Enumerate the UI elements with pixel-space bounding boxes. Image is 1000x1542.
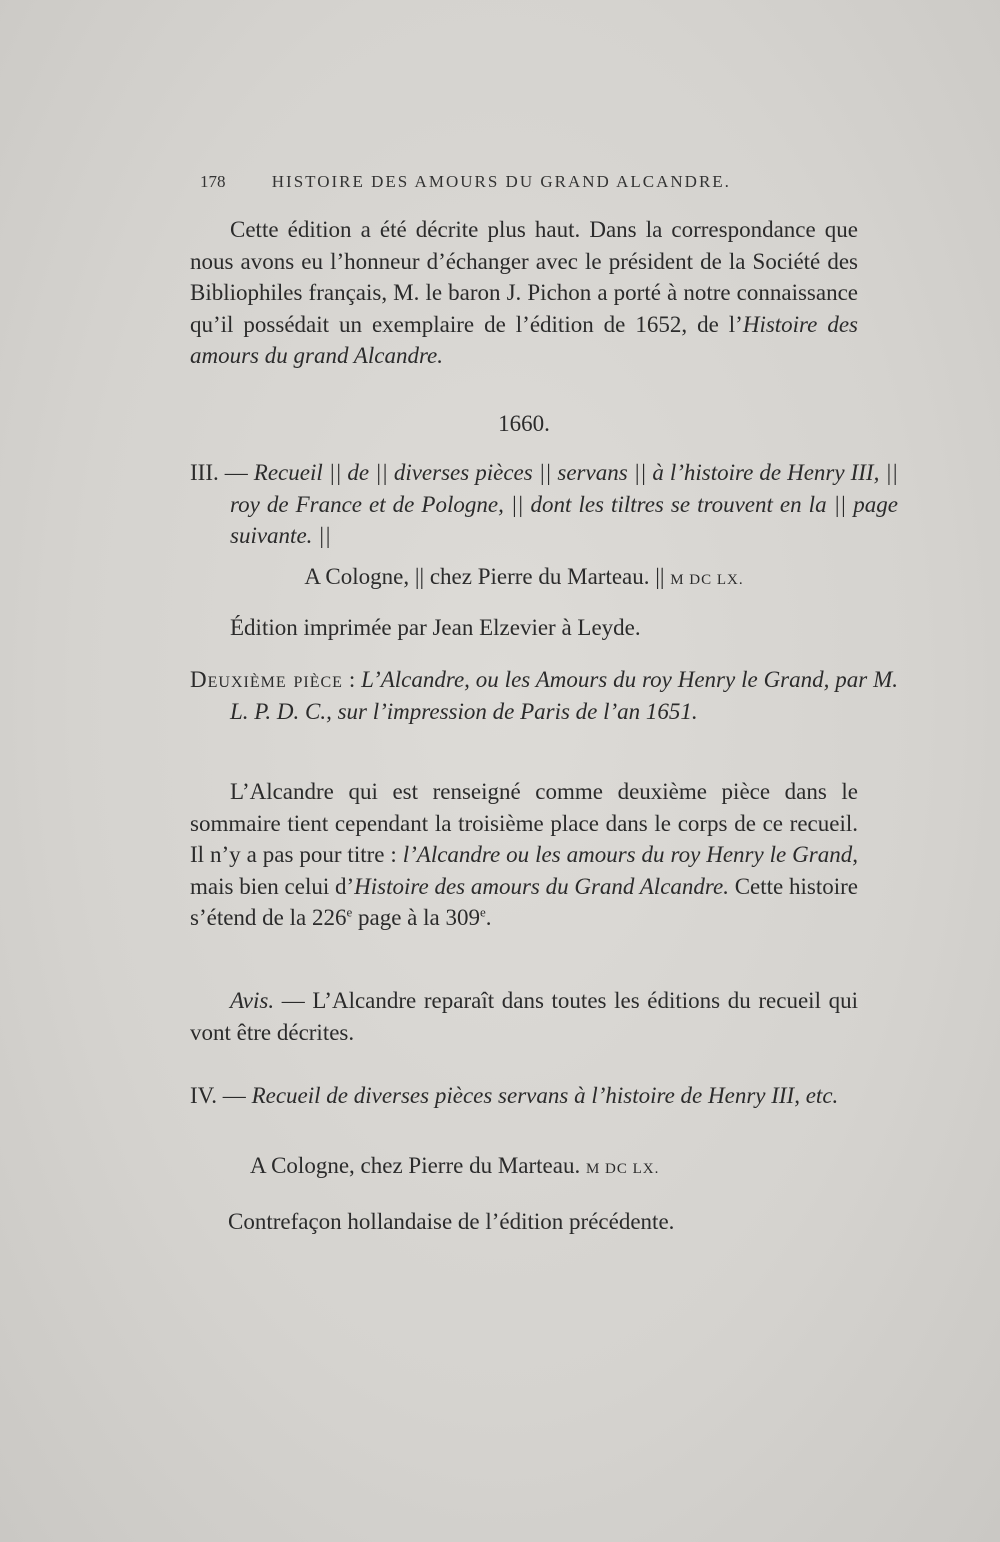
entry-iv-label: IV. — — [190, 1083, 252, 1108]
deuxieme-piece — [190, 664, 898, 727]
entry-iii-imprint-date: M DC LX. — [670, 572, 744, 588]
deuxieme-piece-text: L’Alcandre, ou les Amours du roy Henry le Grand, par M. L. P. D. C., sur l’impression de Paris de l’an 1651. — [230, 667, 899, 724]
contrefacon-paragraph: Contrefaçon hollandaise de l’édition précédente. — [228, 1209, 675, 1234]
alcandre-italic-2: Histoire des amours du Grand Alcandre. — [354, 873, 729, 899]
alcandre-italic-1: l’Alcandre ou les amours du roy Henry le Grand, — [402, 842, 858, 867]
entry-iv — [190, 1080, 898, 1112]
entry-iii-title: Recueil || de || diverses pièces || servans || à l’histoire de Henry III, || roy de France et de Pologne, || dont les tiltres se trouvent en la || page suivante. || — [230, 460, 898, 548]
alcandre-sup-2: e — [480, 904, 486, 920]
avis-label: Avis. — [230, 988, 275, 1013]
running-title: HISTOIRE DES AMOURS DU GRAND ALCANDRE. — [271, 172, 731, 191]
entry-iv-imprint-date: M DC LX. — [585, 1161, 660, 1177]
alcandre-text-2: mais bien celui d’ — [190, 873, 355, 899]
entry-iv-title: Recueil de diverses pièces servans à l’histoire de Henry III, etc. — [251, 1083, 839, 1108]
running-header — [200, 172, 800, 192]
intro-paragraph — [190, 214, 858, 372]
alcandre-text-1: L’Alcandre qui est renseigné comme deuxième pièce dans le sommaire tient cependant la troisième place dans le corps de ce recueil. Il n’y a pas pour titre : — [190, 779, 858, 867]
avis-text: — L’Alcandre reparaît dans toutes les éditions du recueil qui vont être décrites. — [190, 988, 858, 1045]
avis-paragraph — [190, 985, 858, 1048]
deuxieme-piece-label: Deuxième pièce — [190, 667, 343, 692]
alcandre-text-4: page à la 309 — [352, 905, 480, 930]
year-heading: 1660. — [498, 411, 550, 436]
entry-iii-label: III. — — [190, 460, 254, 485]
entry-iv-imprint — [250, 1150, 850, 1186]
alcandre-paragraph — [190, 776, 858, 934]
entry-iii-imprint — [190, 561, 858, 597]
deuxieme-piece-colon: : — [342, 667, 362, 692]
intro-title-italic: Histoire des amours du grand Alcandre. — [190, 311, 858, 368]
alcandre-text-5: . — [485, 905, 492, 930]
entry-iii-imprint-text: A Cologne, || chez Pierre du Marteau. || — [304, 564, 665, 589]
intro-text: Cette édition a été décrite plus haut. Dans la correspondance que nous avons eu l’honneur d’échanger avec le président de la Société des Bibliophiles français, M. le baron J. Pichon a porté à notre connaissance qu’il possédait un exemplaire de l’édition de 1652, de l’ — [190, 217, 858, 337]
alcandre-sup-1: e — [346, 904, 353, 920]
elzevier-paragraph: Édition imprimée par Jean Elzevier à Leyde. — [230, 615, 641, 640]
page-number: 178 — [200, 172, 226, 191]
alcandre-text-3: Cette histoire s’étend de la 226 — [190, 873, 858, 930]
entry-iv-imprint-text: A Cologne, chez Pierre du Marteau. — [250, 1153, 581, 1178]
entry-iii — [190, 457, 898, 552]
